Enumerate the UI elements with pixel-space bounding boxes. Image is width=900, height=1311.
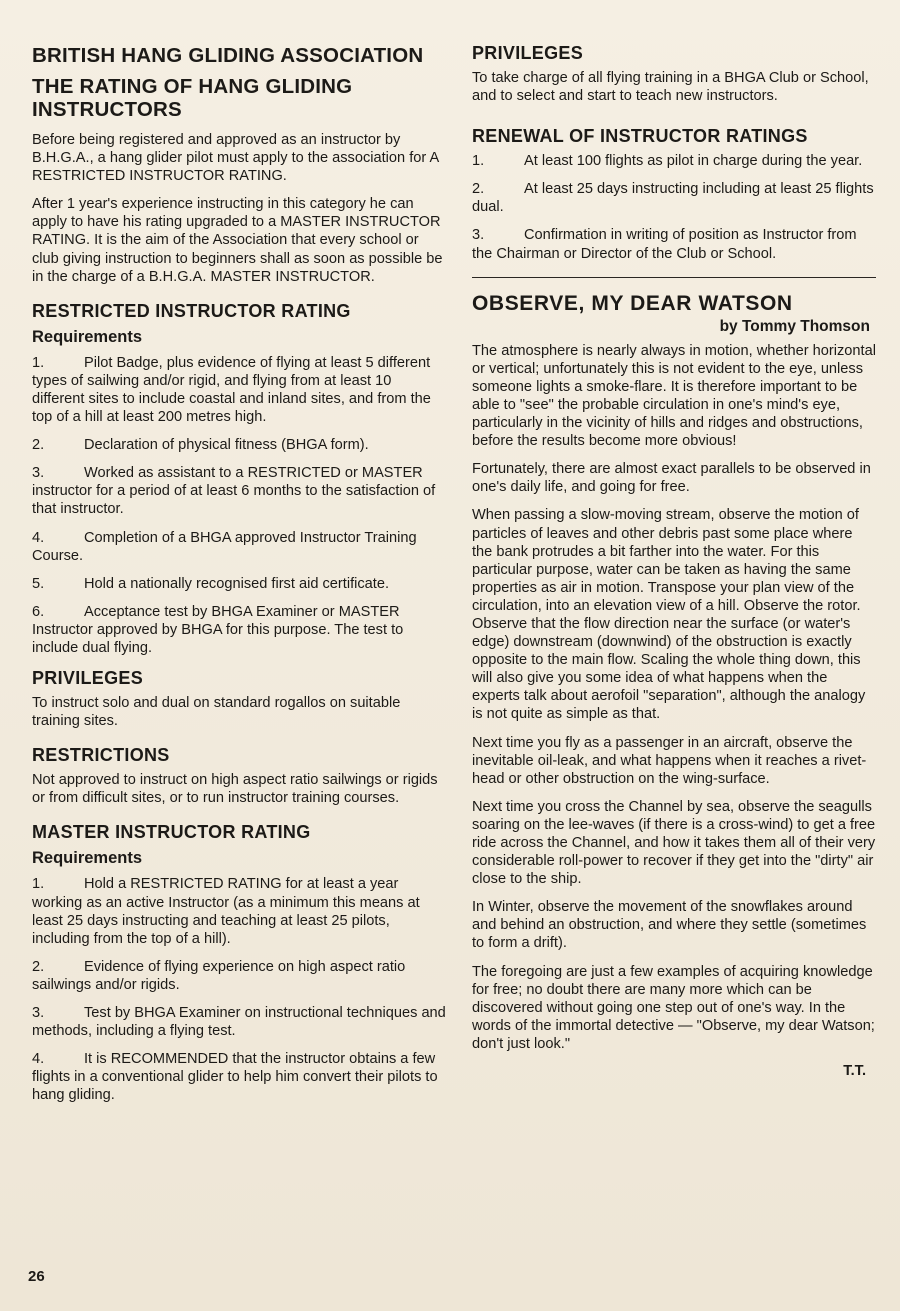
- article-signature: T.T.: [843, 1063, 866, 1080]
- renewal-heading: RENEWAL OF INSTRUCTOR RATINGS: [472, 126, 808, 147]
- renewal-item: 3. Confirmation in writing of position as Instructor from the Chairman or Director of the Club or School.: [472, 227, 857, 262]
- requirement-item: 1. Pilot Badge, plus evidence of flying at least 5 different types of sailwing and/or rigid, and flying from at least 10 different sites to include coastal and inland sites, and from the top of a hill at least 200 metres high.: [32, 354, 431, 426]
- article-paragraph: The foregoing are just a few examples of acquiring knowledge for free; no doubt there are many more which can be discovered without going one step out of one's way. In the words of the immortal detective — "Observe, my dear Watson; don't just look.": [472, 963, 875, 1052]
- article-paragraph: Fortunately, there are almost exact parallels to be observed in one's daily life, and going for free.: [472, 461, 871, 496]
- restrictions-heading: RESTRICTIONS: [32, 745, 170, 766]
- requirement-item: 4. Completion of a BHGA approved Instructor Training Course.: [32, 529, 417, 564]
- article-heading: THE RATING OF HANG GLIDING INSTRUCTORS: [32, 75, 353, 121]
- restricted-rating-heading: RESTRICTED INSTRUCTOR RATING: [32, 300, 351, 321]
- requirements-heading: Requirements: [32, 849, 143, 868]
- renewal-item: 1. At least 100 flights as pilot in charge during the year.: [472, 153, 863, 170]
- privileges-heading: PRIVILEGES: [32, 668, 144, 689]
- observe-article-title: OBSERVE, MY DEAR WATSON: [472, 291, 793, 315]
- page-number: 26: [28, 1268, 45, 1285]
- article-paragraph: Next time you fly as a passenger in an aircraft, observe the inevitable oil-leak, and what happens when it reaches a rivet-head or other obstruction on the wing-surface.: [472, 734, 867, 787]
- requirement-item: 6. Acceptance test by BHGA Examiner or MASTER Instructor approved by BHGA for this purpose. The test to include dual flying.: [32, 603, 404, 656]
- section-divider: [472, 277, 876, 278]
- requirements-heading: Requirements: [32, 327, 143, 346]
- privileges-heading: PRIVILEGES: [472, 43, 584, 63]
- intro-paragraph: After 1 year's experience instructing in this category he can apply to have his rating upgraded to a MASTER INSTRUCTOR RATING. It is the aim of the Association that every school or club giving instruction to beginners shall as soon as possible be in the charge of a B.H.G.A. MASTER INSTRUCTOR.: [32, 196, 443, 285]
- article-paragraph: In Winter, observe the movement of the snowflakes around and behind an obstruction, and where they settle (sometimes to form a drift).: [472, 899, 867, 952]
- requirement-item: 4. It is RECOMMENDED that the instructor obtains a few flights in a conventional glider to help him convert their pilots to hang gliding.: [32, 1051, 438, 1104]
- privileges-text: To instruct solo and dual on standard rogallos on suitable training sites.: [32, 695, 401, 730]
- left-column: [32, 0, 446, 1114]
- requirement-item: 1. Hold a RESTRICTED RATING for at least a year working as an active Instructor (as a minimum this means at least 25 days instructing and teaching at least 25 pilots, including from the top of a hill).: [32, 876, 420, 947]
- requirement-item: 3. Test by BHGA Examiner on instructional techniques and methods, including a flying test.: [32, 1005, 446, 1040]
- master-rating-heading: MASTER INSTRUCTOR RATING: [32, 822, 311, 843]
- article-paragraph: The atmosphere is nearly always in motion, whether horizontal or vertical; unfortunately this is not evident to the eye, unless someone lights a smoke-flare. It is therefore important to be able to "see" the probable circulation in one's mind's eye, particularly in the vicinity of hills and ridges and obstructions, before the results become more obvious!: [472, 342, 876, 450]
- requirement-item: 3. Worked as assistant to a RESTRICTED or MASTER instructor for a period of at least 6 months to the satisfaction of that instructor.: [32, 465, 436, 518]
- article-paragraph: Next time you cross the Channel by sea, observe the seagulls soaring on the lee-waves (if there is a cross-wind) to get a free ride across the Channel, and how it takes them all of their very considerable roll-power to recover if they get into the "dirty" air close to the ship.: [472, 798, 876, 888]
- right-column: [472, 0, 876, 1079]
- renewal-item: 2. At least 25 days instructing including at least 25 flights dual.: [472, 181, 874, 216]
- requirement-item: 5. Hold a nationally recognised first aid certificate.: [32, 575, 390, 592]
- article-byline: by Tommy Thomson: [719, 317, 870, 335]
- intro-paragraph: Before being registered and approved as an instructor by B.H.G.A., a hang glider pilot must apply to the association for A RESTRICTED INSTRUCTOR RATING.: [32, 132, 439, 185]
- org-heading: BRITISH HANG GLIDING ASSOCIATION: [32, 44, 424, 67]
- requirement-item: 2. Evidence of flying experience on high aspect ratio sailwings and/or rigids.: [32, 958, 406, 993]
- privileges-text: To take charge of all flying training in a BHGA Club or School, and to select and start to teach new instructors.: [472, 70, 869, 105]
- requirement-item: 2. Declaration of physical fitness (BHGA form).: [32, 437, 369, 454]
- article-paragraph: When passing a slow-moving stream, observe the motion of particles of leaves and other debris past some place where the bank protrudes a bit farther into the water. For this particular purpose, water can be taken as having the same properties as air in motion. Transpose your plan view of the circulation, into an elevation view of a hill. Observe the rotor. Observe that the flow direction near the surface (or water's edge) downstream (downwind) of the obstruction is exactly opposite to the main flow. Scaling the whole thing down, this will also give you some idea of what happens when the experts talk about aerofoil "separation", although the analogy is not quite as simple as that.: [472, 507, 866, 723]
- restrictions-text: Not approved to instruct on high aspect ratio sailwings or rigids or from difficult sites, or to run instructor training courses.: [32, 772, 438, 807]
